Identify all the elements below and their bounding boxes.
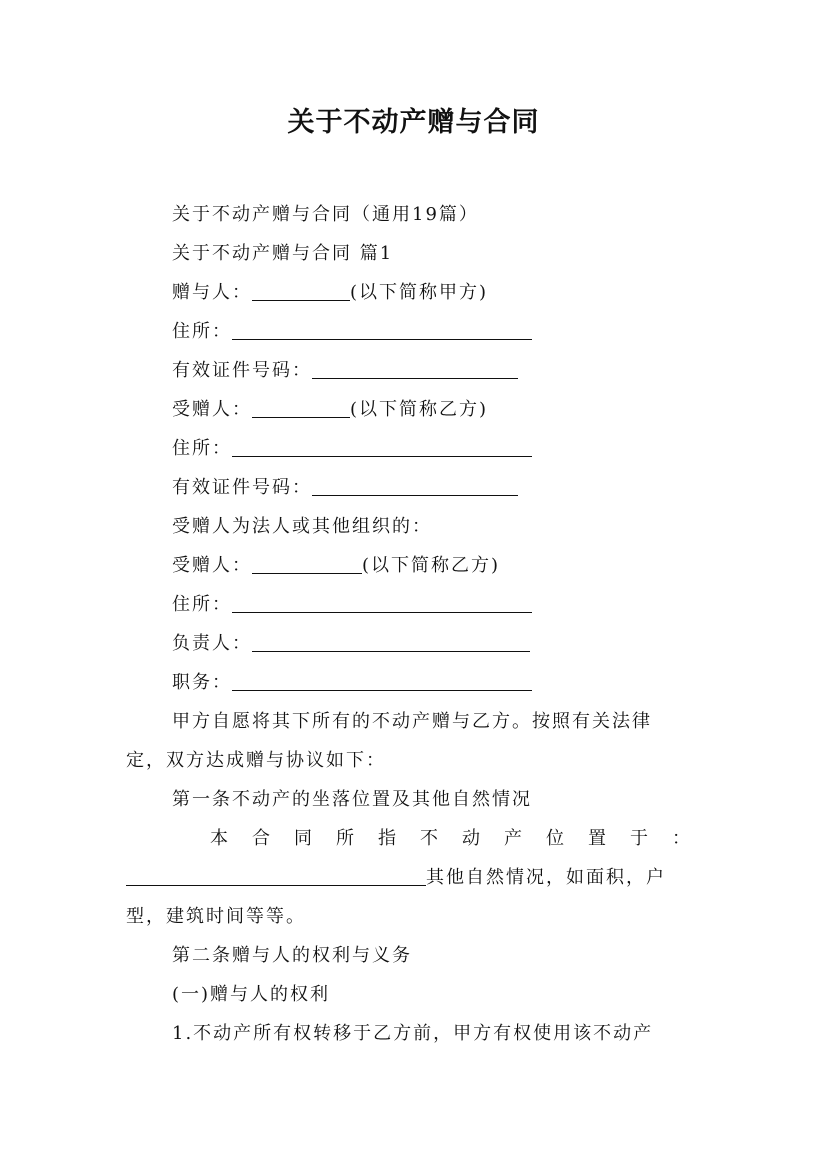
article-1-line-3: 型，建筑时间等等。 bbox=[126, 906, 306, 927]
donor-line bbox=[172, 278, 488, 304]
article-1-location bbox=[210, 824, 690, 850]
principal-blank[interactable] bbox=[252, 631, 530, 652]
article-1-char: 本 bbox=[210, 828, 228, 849]
address-label-3: 住所： bbox=[172, 594, 232, 615]
article-2-item-1: 1.不动产所有权转移于乙方前，甲方有权使用该不动产 bbox=[172, 1023, 654, 1044]
org-note: 受赠人为法人或其他组织的： bbox=[172, 516, 432, 537]
id-label: 有效证件号码： bbox=[172, 360, 312, 381]
donee-id-line bbox=[172, 473, 518, 499]
intro-line-1: 甲方自愿将其下所有的不动产赠与乙方。按照有关法律 bbox=[172, 711, 652, 732]
position-line bbox=[172, 668, 532, 694]
article-1-char: 置 bbox=[588, 828, 606, 849]
donee-line bbox=[172, 395, 488, 421]
article-1-char: ： bbox=[672, 828, 690, 849]
donor-id-blank[interactable] bbox=[312, 358, 518, 379]
donee-blank[interactable] bbox=[252, 397, 350, 418]
article-1-char: 所 bbox=[336, 828, 354, 849]
article-1-char: 不 bbox=[420, 828, 438, 849]
article-2-heading: 第二条赠与人的权利与义务 bbox=[172, 945, 412, 966]
principal-label: 负责人： bbox=[172, 633, 252, 654]
section-heading: 关于不动产赠与合同 篇1 bbox=[172, 243, 394, 264]
donor-blank[interactable] bbox=[252, 280, 350, 301]
donee-address-blank[interactable] bbox=[232, 436, 532, 457]
donor-address-blank[interactable] bbox=[232, 319, 532, 340]
article-1-char: 于 bbox=[630, 828, 648, 849]
location-blank[interactable] bbox=[126, 865, 426, 886]
donor-label: 赠与人： bbox=[172, 282, 252, 303]
position-label: 职务： bbox=[172, 672, 232, 693]
article-1-char: 产 bbox=[504, 828, 522, 849]
org-address-blank[interactable] bbox=[232, 592, 532, 613]
principal-line bbox=[172, 629, 530, 655]
id-label-2: 有效证件号码： bbox=[172, 477, 312, 498]
article-1-char: 动 bbox=[462, 828, 480, 849]
donee-org-line bbox=[172, 551, 500, 577]
donor-suffix: (以下简称甲方) bbox=[350, 282, 489, 303]
donee-suffix: (以下简称乙方) bbox=[350, 399, 489, 420]
page-title: 关于不动产赠与合同 bbox=[287, 107, 540, 138]
donor-id-line bbox=[172, 356, 518, 382]
article-2-subheading: (一)赠与人的权利 bbox=[172, 984, 331, 1005]
address-label-2: 住所： bbox=[172, 438, 232, 459]
position-blank[interactable] bbox=[232, 670, 532, 691]
article-1-line-2 bbox=[126, 863, 666, 889]
donor-address-line bbox=[172, 317, 532, 343]
donee-label: 受赠人： bbox=[172, 399, 252, 420]
donee-id-blank[interactable] bbox=[312, 475, 518, 496]
intro-line-2: 定，双方达成赠与协议如下： bbox=[126, 750, 386, 771]
address-label: 住所： bbox=[172, 321, 232, 342]
article-1-char: 指 bbox=[378, 828, 396, 849]
donee-suffix-2: (以下简称乙方) bbox=[362, 555, 501, 576]
doc-subtitle: 关于不动产赠与合同（通用19篇） bbox=[172, 204, 479, 225]
donee-label-2: 受赠人： bbox=[172, 555, 252, 576]
article-1-char: 同 bbox=[294, 828, 312, 849]
donee-org-blank[interactable] bbox=[252, 553, 362, 574]
article-1-heading: 第一条不动产的坐落位置及其他自然情况 bbox=[172, 789, 532, 810]
article-1-char: 合 bbox=[252, 828, 270, 849]
donee-address-line bbox=[172, 434, 532, 460]
article-1-tail: 其他自然情况，如面积，户 bbox=[426, 867, 666, 888]
org-address-line bbox=[172, 590, 532, 616]
article-1-char: 位 bbox=[546, 828, 564, 849]
